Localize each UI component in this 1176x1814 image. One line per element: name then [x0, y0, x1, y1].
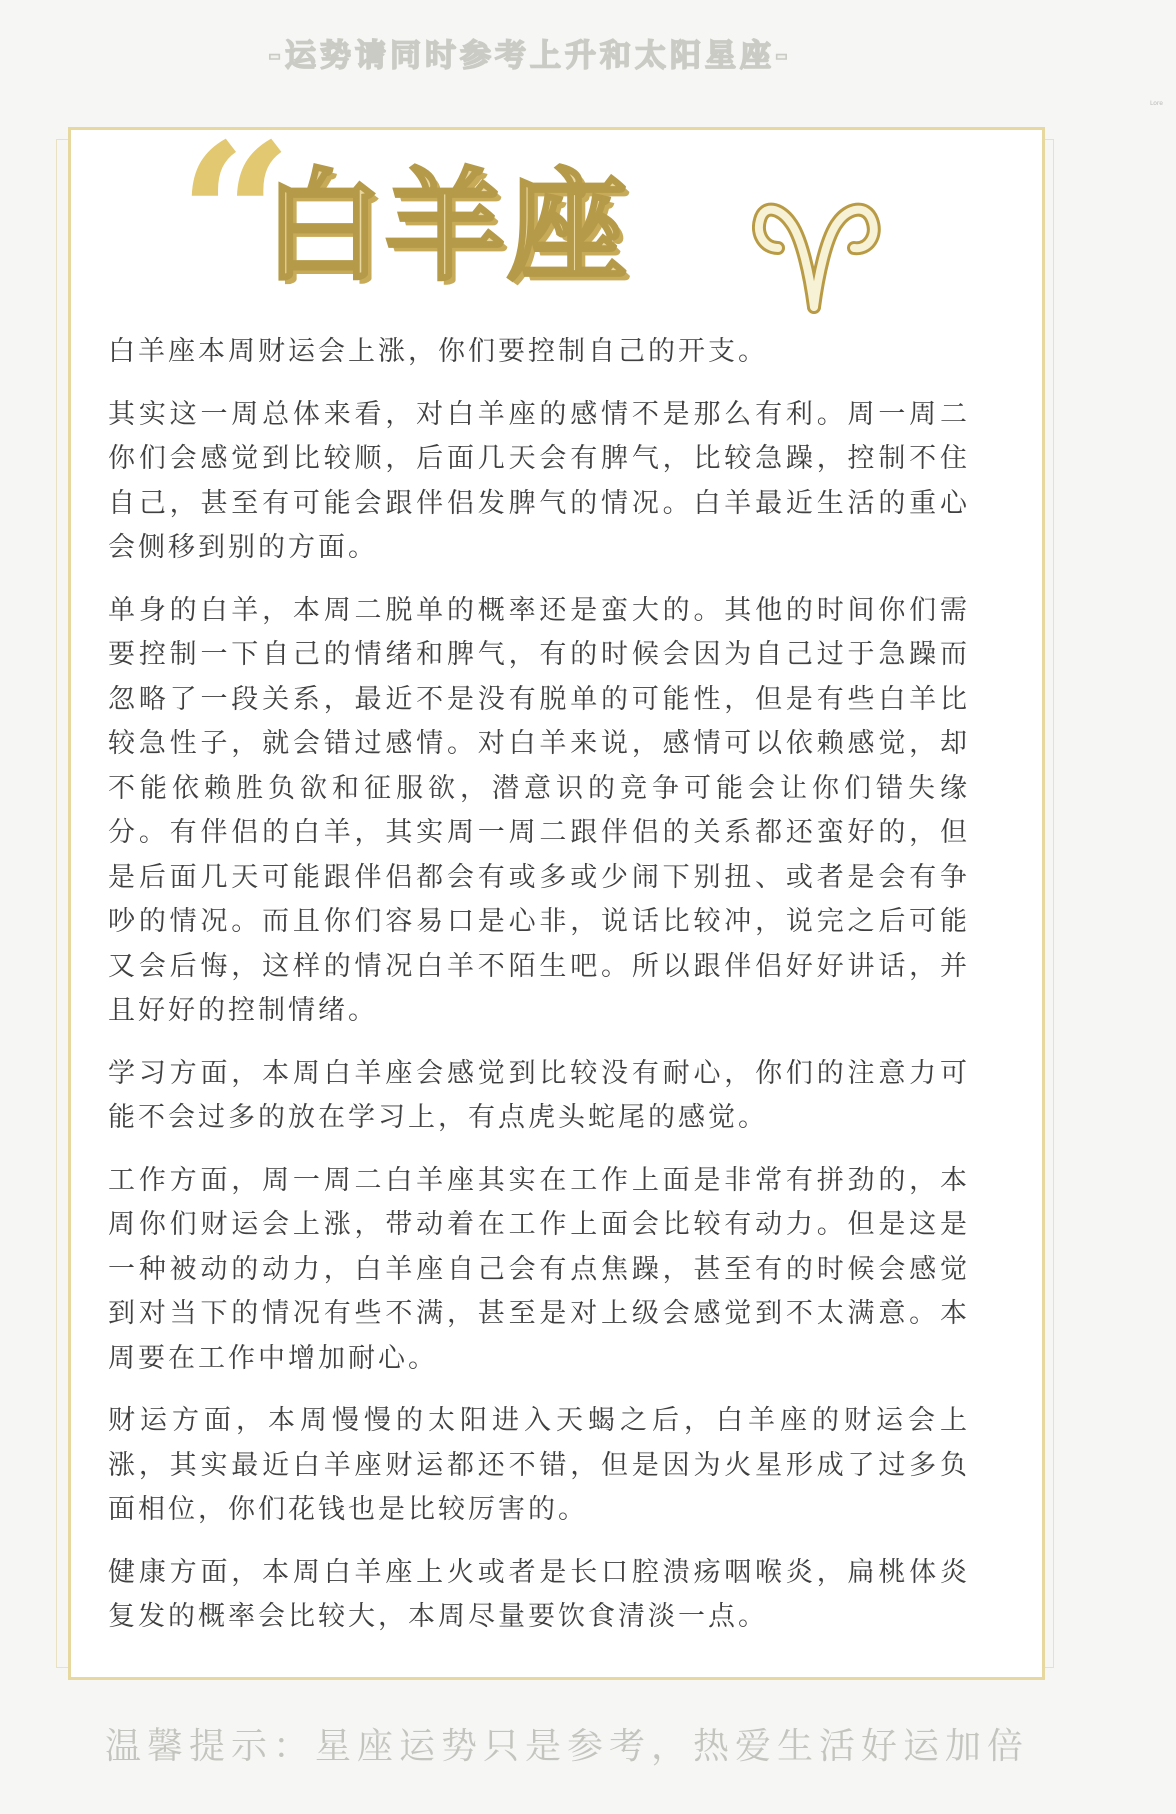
paragraph-relationships: 单身的白羊，本周二脱单的概率还是蛮大的。其他的时间你们需要控制一下自己的情绪和脾气，有的时候会因为自己过于急躁而忽略了一段关系，最近不是没有脱单的可能性，但是有些白羊比较急性子，就会错过感情。对白羊来说，感情可以依赖感觉，却不能依赖胜负欲和征服欲，潜意识的竞争可能会让你们错失缘分。有伴侣的白羊，其实周一周二跟伴侣的关系都还蛮好的，但是后面几天可能跟伴侣都会有或多或少闹下别扭、或者是会有争吵的情况。而且你们容易口是心非，说话比较冲，说完之后可能又会后悔，这样的情况白羊不陌生吧。所以跟伴侣好好讲话，并且好好的控制情绪。	[108, 594, 970, 1026]
paragraph-love-overview: 其实这一周总体来看，对白羊座的感情不是那么有利。周一周二你们会感觉到比较顺，后面几天会有脾气，比较急躁，控制不住自己，甚至有可能会跟伴侣发脾气的情况。白羊最近生活的重心会侧移到别的方面。	[108, 398, 970, 563]
paragraph-health: 健康方面，本周白羊座上火或者是长口腔溃疡咽喉炎，扁桃体炎复发的概率会比较大，本周尽量要饮食清淡一点。	[108, 1556, 970, 1632]
footer-tip: 温馨提示：星座运势只是参考，热爱生活好运加倍	[105, 1726, 1030, 1767]
sign-title: 白羊座	[263, 158, 629, 297]
card-content	[108, 330, 970, 1658]
paragraph-study: 学习方面，本周白羊座会感觉到比较没有耐心，你们的注意力可能不会过多的放在学习上，有点虎头蛇尾的感觉。	[108, 1057, 970, 1133]
paragraph-wealth: 财运方面，本周慢慢的太阳进入天蝎之后，白羊座的财运会上涨，其实最近白羊座财运都还不错，但是因为火星形成了过多负面相位，你们花钱也是比较厉害的。	[108, 1405, 970, 1525]
paragraph-finance-intro: 白羊座本周财运会上涨，你们要控制自己的开支。	[108, 336, 768, 367]
top-note: -运势请同时参考上升和太阳星座-	[268, 38, 792, 74]
paragraph-work: 工作方面，周一周二白羊座其实在工作上面是非常有拼劲的，本周你们财运会上涨，带动着在工作上面会比较有动力。但是这是一种被动的动力，白羊座自己会有点焦躁，甚至有的时候会感觉到对当下的情况有些不满，甚至是对上级会感觉到不太满意。本周要在工作中增加耐心。	[108, 1164, 970, 1374]
quote-mark: “	[178, 100, 294, 335]
aries-symbol-icon	[752, 182, 887, 322]
corner-mark: Lore	[1150, 100, 1163, 107]
